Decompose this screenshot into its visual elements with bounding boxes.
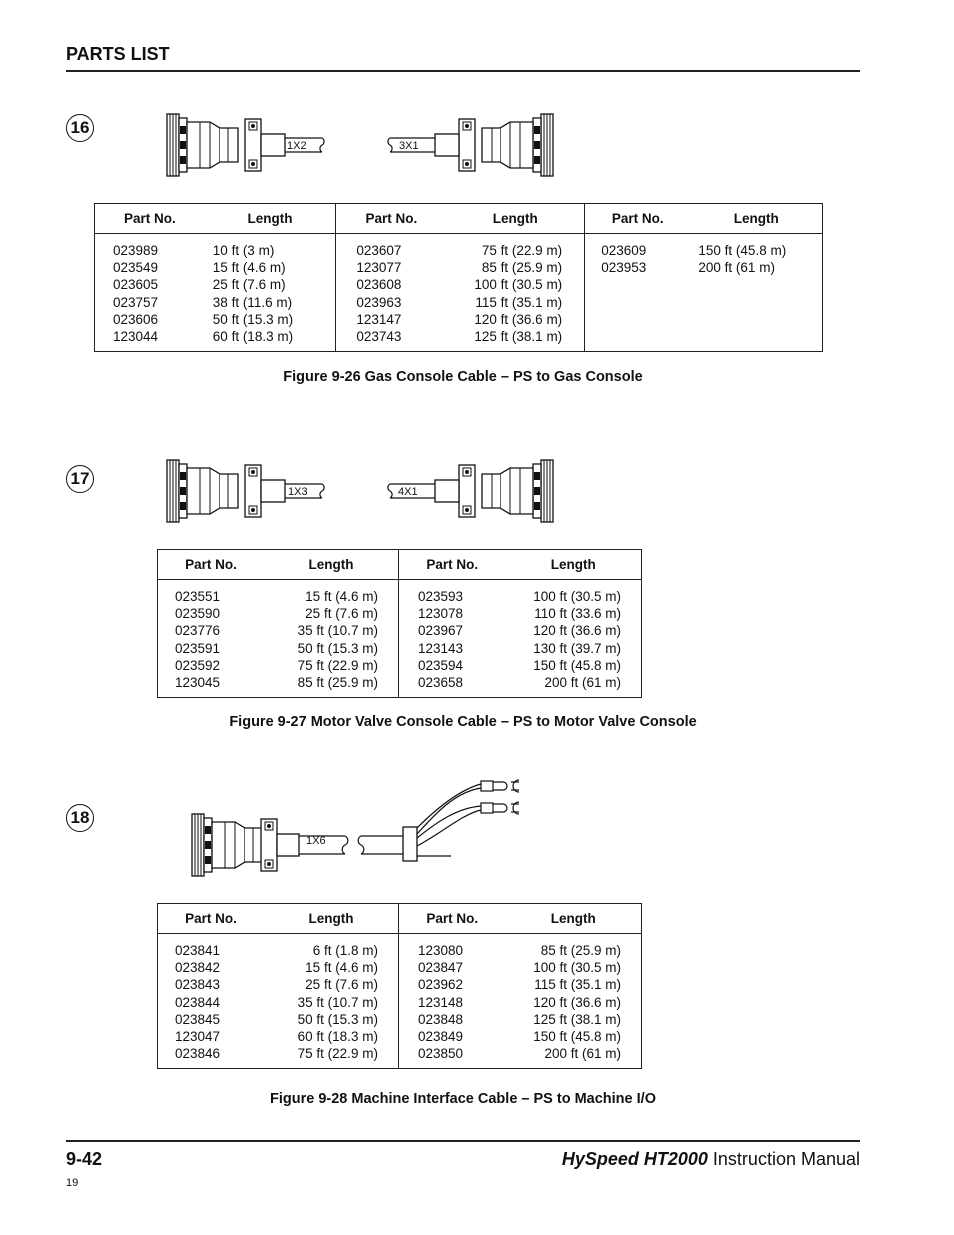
length-cell <box>690 234 822 352</box>
part-number: 023843 <box>175 977 221 993</box>
connector-label-3x1: 3X1 <box>399 140 419 152</box>
part-number: 023609 <box>601 243 647 258</box>
page-number: 9-42 <box>66 1149 103 1169</box>
cable-length: 10 ft (3 m) <box>212 243 275 258</box>
length-cell <box>446 234 584 352</box>
part-number: 123147 <box>356 311 402 327</box>
part-number-cell <box>95 234 205 352</box>
part-number-cell <box>585 234 691 352</box>
table-header-row <box>158 904 642 934</box>
column-header-length: Length <box>505 904 641 934</box>
part-number-cell <box>158 580 265 698</box>
column-header-length: Length <box>205 204 336 234</box>
length-cell <box>505 934 641 1069</box>
cable-length: 25 ft (7.6 m) <box>305 977 378 993</box>
figure-caption-9-27: Figure 9-27 Motor Valve Console Cable – PS to Motor Valve Console <box>229 714 697 730</box>
small-page-number: 19 <box>66 1177 79 1189</box>
column-header-length: Length <box>264 904 398 934</box>
column-header-length: Length <box>505 550 641 580</box>
parts-table-16 <box>94 203 823 352</box>
cable-length: 50 ft (15.3 m) <box>297 640 378 656</box>
column-header-length: Length <box>690 204 822 234</box>
cable-length: 85 ft (25.9 m) <box>481 260 563 276</box>
cable-length: 120 ft (36.6 m) <box>533 623 621 639</box>
cable-length: 150 ft (45.8 m) <box>698 243 787 258</box>
part-number-cell <box>158 934 265 1069</box>
cable-length: 75 ft (22.9 m) <box>297 657 378 673</box>
left-connector <box>192 814 417 876</box>
cable-length: 35 ft (10.7 m) <box>297 623 378 639</box>
part-number: 123080 <box>417 943 464 958</box>
callout-18: 18 <box>66 804 94 832</box>
manual-label: Instruction Manual <box>712 1149 860 1169</box>
part-number: 023848 <box>417 1011 464 1027</box>
part-number: 123047 <box>175 1029 221 1045</box>
part-number: 023962 <box>417 977 464 993</box>
length-cell <box>264 580 398 698</box>
part-number: 023591 <box>175 640 221 656</box>
part-number: 123148 <box>417 994 464 1010</box>
table-header-row <box>158 550 642 580</box>
cable-length: 15 ft (4.6 m) <box>305 960 378 976</box>
cable-length: 100 ft (30.5 m) <box>533 589 621 604</box>
part-number: 023850 <box>417 1046 464 1062</box>
cable-length: 110 ft (33.6 m) <box>534 606 621 622</box>
cable-length: 130 ft (39.7 m) <box>533 640 621 656</box>
table-body-row <box>158 580 642 698</box>
cable-length: 75 ft (22.9 m) <box>297 1046 378 1062</box>
table-header-row <box>95 204 823 234</box>
part-number: 023606 <box>113 311 159 327</box>
part-number-cell <box>336 234 447 352</box>
product-brand: HySpeed HT2000 <box>561 1149 708 1169</box>
part-number: 123077 <box>356 260 402 276</box>
cable-length: 125 ft (38.1 m) <box>533 1011 621 1027</box>
part-number: 023658 <box>417 675 464 691</box>
cable-length: 35 ft (10.7 m) <box>297 994 378 1010</box>
part-number: 023757 <box>113 294 159 310</box>
part-number-cell <box>398 934 505 1069</box>
part-number: 023593 <box>417 589 464 604</box>
connector-label-1x3: 1X3 <box>288 486 308 498</box>
column-header-part-no: Part No. <box>398 904 505 934</box>
connector-label-1x2: 1X2 <box>287 140 307 152</box>
header-rule <box>66 70 860 72</box>
cable-length: 150 ft (45.8 m) <box>533 657 621 673</box>
manual-title <box>562 1149 860 1170</box>
callout-17: 17 <box>66 465 94 493</box>
part-number: 023844 <box>175 994 221 1010</box>
cable-leads <box>417 780 519 856</box>
connector-label-4x1: 4X1 <box>398 486 418 498</box>
cable-length: 85 ft (25.9 m) <box>297 675 378 691</box>
length-cell <box>205 234 336 352</box>
cable-length: 100 ft (30.5 m) <box>474 277 563 293</box>
part-number: 023590 <box>175 606 221 622</box>
cable-length: 200 ft (61 m) <box>698 260 775 276</box>
cable-length: 125 ft (38.1 m) <box>474 329 563 345</box>
cable-length: 38 ft (11.6 m) <box>212 294 293 310</box>
part-number: 123044 <box>113 329 159 345</box>
figure-caption-9-28: Figure 9-28 Machine Interface Cable – PS to Machine I/O <box>270 1091 656 1107</box>
part-number: 023953 <box>601 260 647 276</box>
column-header-length: Length <box>446 204 584 234</box>
part-number: 023989 <box>113 243 159 258</box>
part-number: 023594 <box>417 657 464 673</box>
table-body-row <box>158 934 642 1069</box>
cable-length: 50 ft (15.3 m) <box>212 311 294 327</box>
part-number: 123078 <box>417 606 464 622</box>
connector-diagram-16 <box>160 108 560 184</box>
part-number: 023743 <box>356 329 402 345</box>
cable-length: 15 ft (4.6 m) <box>305 589 378 604</box>
column-header-part-no: Part No. <box>95 204 205 234</box>
part-number: 023605 <box>113 277 159 293</box>
cable-length: 115 ft (35.1 m) <box>534 977 621 993</box>
cable-length: 75 ft (22.9 m) <box>481 243 563 258</box>
part-number: 023607 <box>356 243 402 258</box>
footer-rule <box>66 1140 860 1142</box>
part-number: 123045 <box>175 675 221 691</box>
part-number: 023967 <box>417 623 464 639</box>
part-number: 023592 <box>175 657 221 673</box>
connector-diagram-17 <box>160 454 560 530</box>
part-number-cell <box>398 580 505 698</box>
column-header-length: Length <box>264 550 398 580</box>
part-number: 023847 <box>417 960 464 976</box>
parts-table-17 <box>157 549 642 698</box>
part-number: 123143 <box>417 640 464 656</box>
part-number: 023963 <box>356 294 402 310</box>
column-header-part-no: Part No. <box>336 204 447 234</box>
column-header-part-no: Part No. <box>158 904 265 934</box>
callout-16: 16 <box>66 114 94 142</box>
connector-diagram-18 <box>185 774 535 878</box>
length-cell <box>264 934 398 1069</box>
part-number: 023608 <box>356 277 402 293</box>
cable-length: 25 ft (7.6 m) <box>305 606 378 622</box>
part-number: 023551 <box>175 589 221 604</box>
cable-length: 150 ft (45.8 m) <box>533 1029 621 1045</box>
cable-length: 115 ft (35.1 m) <box>475 294 563 310</box>
cable-length: 15 ft (4.6 m) <box>212 260 286 276</box>
part-number: 023849 <box>417 1029 464 1045</box>
cable-length: 50 ft (15.3 m) <box>297 1011 378 1027</box>
cable-length: 200 ft (61 m) <box>544 1046 621 1062</box>
page-header-title: PARTS LIST <box>66 44 170 64</box>
part-number: 023776 <box>175 623 221 639</box>
parts-table-18 <box>157 903 642 1069</box>
part-number: 023841 <box>175 943 221 958</box>
column-header-part-no: Part No. <box>158 550 265 580</box>
cable-length: 100 ft (30.5 m) <box>533 960 621 976</box>
part-number: 023549 <box>113 260 159 276</box>
cable-length: 85 ft (25.9 m) <box>540 943 621 958</box>
figure-caption-9-26: Figure 9-26 Gas Console Cable – PS to Gas Console <box>283 369 643 385</box>
part-number: 023846 <box>175 1046 221 1062</box>
part-number: 023845 <box>175 1011 221 1027</box>
cable-length: 60 ft (18.3 m) <box>212 329 294 345</box>
connector-label-1x6: 1X6 <box>306 835 326 847</box>
cable-length: 120 ft (36.6 m) <box>533 994 621 1010</box>
cable-length: 120 ft (36.6 m) <box>474 311 563 327</box>
cable-length: 200 ft (61 m) <box>544 675 621 691</box>
column-header-part-no: Part No. <box>398 550 505 580</box>
cable-length: 6 ft (1.8 m) <box>312 943 378 958</box>
length-cell <box>505 580 641 698</box>
column-header-part-no: Part No. <box>585 204 691 234</box>
part-number: 023842 <box>175 960 221 976</box>
cable-length: 25 ft (7.6 m) <box>212 277 286 293</box>
cable-length: 60 ft (18.3 m) <box>297 1029 378 1045</box>
table-body-row <box>95 234 823 352</box>
